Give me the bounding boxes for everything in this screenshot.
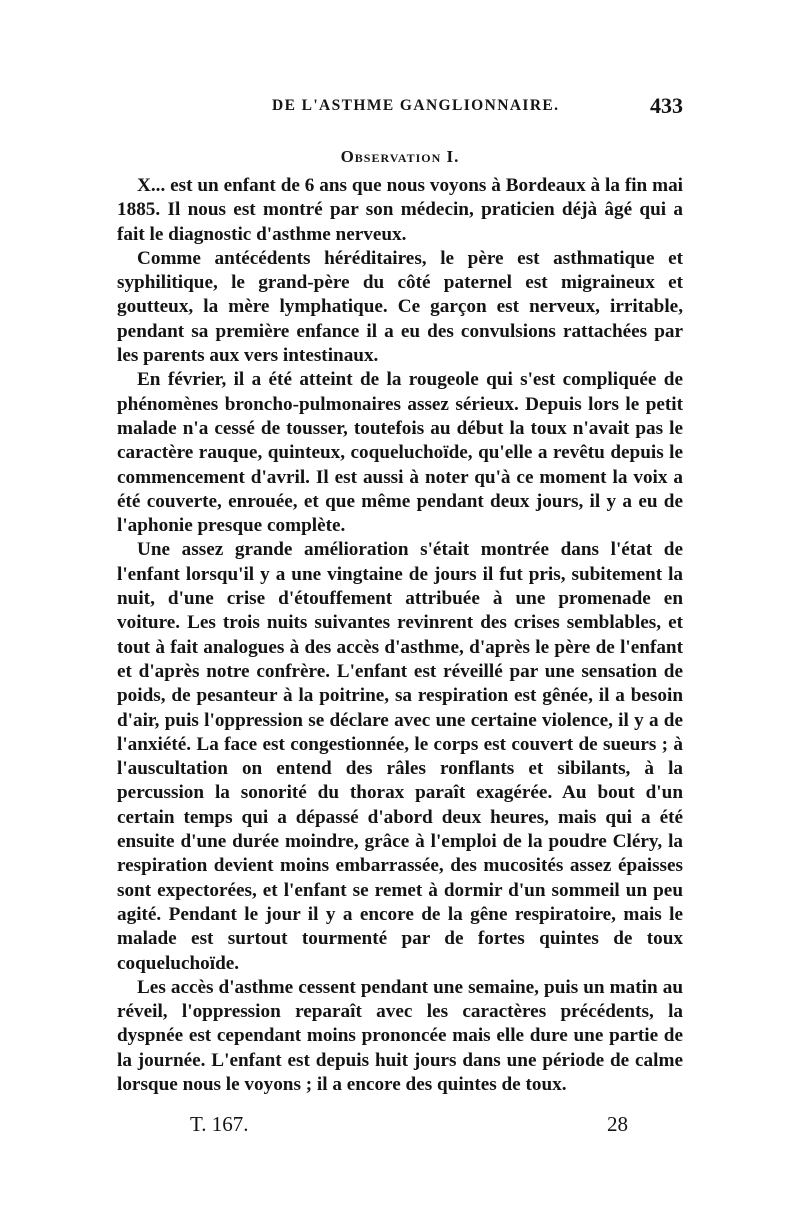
signature-mark-right: 28 — [607, 1112, 628, 1136]
paragraph-1: X... est un enfant de 6 ans que nous voyons à Bordeaux à la fin mai 1885. Il nous est montré par son médecin, praticien déjà âgé qui a fait le diagnostic d'asthme nerveux. — [117, 175, 683, 245]
paragraph-2: Comme antécédents héréditaires, le père est asthmatique et syphilitique, le grand-père du côté paternel est migraineux et goutteux, la mère lymphatique. Ce garçon est nerveux, irritable, pendant sa première enfance il a eu des convulsions rattachées par les parents aux vers intestinaux. — [117, 247, 683, 367]
observation-title-text: Observation I. — [340, 147, 460, 166]
paragraph-3: En février, il a été atteint de la rougeole qui s'est compliquée de phénomènes broncho-pulmonaires assez sérieux. Depuis lors le petit malade n'a cessé de tousser, toutefois au début la toux n'avait pas le caractère rauque, quinteux, coqueluchoïde, qu'elle a revêtu depuis le commencement d'avril. Il est aussi à noter qu'à ce moment la voix a été couverte, enrouée, et que même pendant deux jours, il y a eu de l'aphonie presque complète. — [117, 369, 683, 537]
page-number: 433 — [650, 93, 683, 118]
body-text — [117, 174, 683, 1097]
paragraph-5: Les accès d'asthme cessent pendant une semaine, puis un matin au réveil, l'oppression reparaît avec les caractères précédents, la dyspnée est cependant moins prononcée mais elle dure une partie de la journée. L'enfant est depuis huit jours dans une période de calme lorsque nous le voyons ; il a encore des quintes de toux. — [117, 976, 683, 1095]
running-title: DE L'ASTHME GANGLIONNAIRE. — [272, 97, 560, 114]
paragraph-4: Une assez grande amélioration s'était montrée dans l'état de l'enfant lorsqu'il y a une vingtaine de jours il fut pris, subitement la nuit, d'une crise d'étouffement attribuée à une promenade en voiture. Les trois nuits suivantes revinrent des crises semblables, et tout à fait analogues à des accès d'asthme, d'après le père de l'enfant et d'après notre confrère. L'enfant est réveillé par une sensation de poids, de pesanteur à la poitrine, sa respiration est gênée, il a besoin d'air, puis l'oppression se déclare avec une certaine violence, il y a de l'anxiété. La face est congestionnée, le corps est couvert de sueurs ; à l'auscultation on entend des râles ronflants et sibilants, à la percussion la sonorité du thorax paraît exagérée. Au bout d'un certain temps qui a dépassé d'abord deux heures, mais qui a été ensuite d'une durée moindre, grâce à l'emploi de la poudre Cléry, la respiration devient moins embarrassée, des mucosités assez épaisses sont expectorées, et l'enfant se remet à dormir d'un sommeil un peu agité. Pendant le jour il y a encore de la gêne respiratoire, mais le malade est surtout tourmenté par de fortes quintes de toux coqueluchoïde. — [117, 539, 683, 974]
running-head — [0, 93, 800, 123]
observation-title — [0, 147, 800, 167]
page-footer — [0, 1112, 800, 1142]
signature-mark-left: T. 167. — [190, 1112, 249, 1136]
